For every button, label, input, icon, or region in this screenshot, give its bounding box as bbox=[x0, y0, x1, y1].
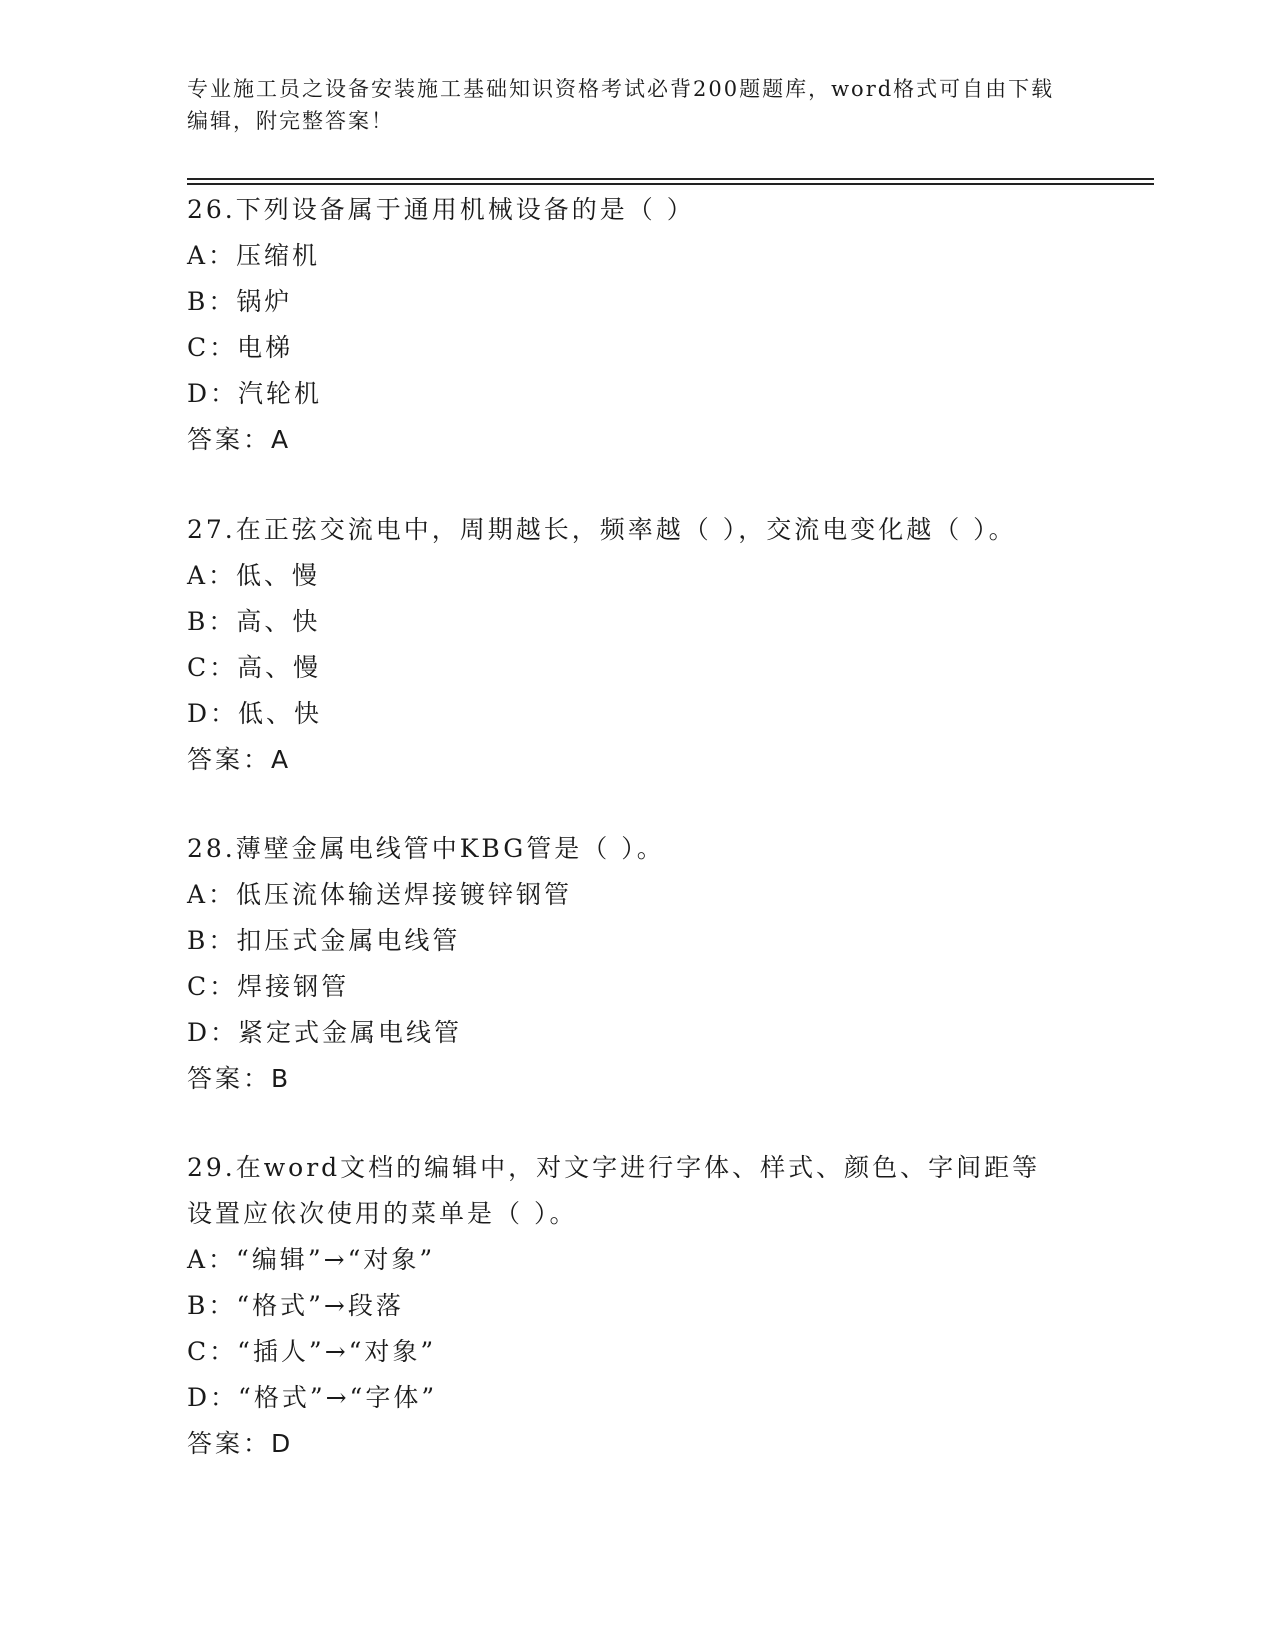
option-d: D：紧定式金属电线管 bbox=[187, 1018, 463, 1047]
option-c: C：高、慢 bbox=[187, 653, 322, 682]
answer-line: 答案：A bbox=[187, 425, 292, 454]
option-a: A：压缩机 bbox=[187, 241, 321, 270]
question-block bbox=[187, 1145, 1067, 1467]
question-block bbox=[187, 507, 1067, 783]
option-b: B：锅炉 bbox=[187, 287, 293, 316]
option-a: A：“编辑”→“对象” bbox=[187, 1245, 436, 1274]
option-b: B：扣压式金属电线管 bbox=[187, 926, 461, 955]
question-stem: 26.下列设备属于通用机械设备的是（ ） bbox=[187, 195, 695, 224]
header-divider-bottom bbox=[187, 183, 1154, 185]
document-header: 专业施工员之设备安装施工基础知识资格考试必背200题题库，word格式可自由下载编辑，附完整答案！ bbox=[187, 77, 1055, 133]
option-c: C：焊接钢管 bbox=[187, 972, 350, 1001]
option-a: A：低压流体输送焊接镀锌钢管 bbox=[187, 880, 573, 909]
option-d: D：低、快 bbox=[187, 699, 323, 728]
question-stem: 28.薄壁金属电线管中KBG管是（ ）。 bbox=[187, 834, 665, 863]
answer-line: 答案：A bbox=[187, 745, 292, 774]
option-b: B：高、快 bbox=[187, 607, 321, 636]
option-b: B：“格式”→段落 bbox=[187, 1291, 404, 1320]
option-c: C：“插人”→“对象” bbox=[187, 1337, 437, 1366]
option-a: A：低、慢 bbox=[187, 561, 321, 590]
question-stem: 29.在word文档的编辑中，对文字进行字体、样式、颜色、字间距等设置应依次使用的菜单是（ ）。 bbox=[187, 1153, 1041, 1228]
question-stem: 27.在正弦交流电中，周期越长，频率越（ ），交流电变化越（ ）。 bbox=[187, 515, 1017, 544]
question-block bbox=[187, 826, 1067, 1102]
answer-line: 答案：D bbox=[187, 1429, 294, 1458]
header-divider-top bbox=[187, 178, 1154, 180]
option-d: D：“格式”→“字体” bbox=[187, 1383, 438, 1412]
option-c: C：电梯 bbox=[187, 333, 294, 362]
answer-line: 答案：B bbox=[187, 1064, 292, 1093]
option-d: D：汽轮机 bbox=[187, 379, 323, 408]
question-block bbox=[187, 187, 1067, 463]
